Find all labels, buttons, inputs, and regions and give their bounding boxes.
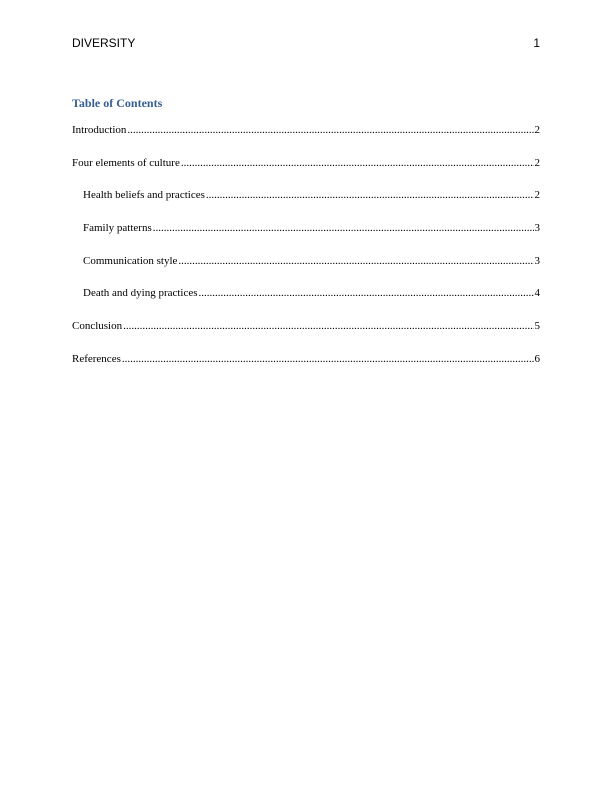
toc-dot-leader xyxy=(153,221,534,235)
toc-entry-title: Health beliefs and practices xyxy=(83,189,205,202)
toc-entry-communication-style[interactable] xyxy=(72,254,540,287)
toc-entry-title: Conclusion xyxy=(72,320,123,333)
toc-dot-leader xyxy=(127,123,533,137)
toc-dot-leader xyxy=(178,254,533,268)
toc-entry-page: 2 xyxy=(534,156,540,169)
toc-entry-title: Family patterns xyxy=(83,222,152,235)
toc-dot-leader xyxy=(123,319,533,333)
toc-entry-page: 2 xyxy=(534,124,540,136)
toc-entry-title: References xyxy=(72,352,121,365)
toc-entry-title: Communication style xyxy=(83,254,178,267)
page-header xyxy=(72,36,540,50)
toc-entry-four-elements-of-culture[interactable] xyxy=(72,156,540,189)
toc-entry-introduction[interactable] xyxy=(72,123,540,156)
page-number: 1 xyxy=(533,36,540,50)
toc-dot-leader xyxy=(181,156,534,170)
toc-entry-page: 6 xyxy=(534,352,540,365)
toc-dot-leader xyxy=(122,352,534,366)
toc-entry-page: 3 xyxy=(534,254,540,267)
toc-entry-conclusion[interactable] xyxy=(72,319,540,352)
toc-entry-page: 2 xyxy=(534,189,540,202)
toc-entry-references[interactable] xyxy=(72,352,540,385)
toc-entry-page: 3 xyxy=(534,222,540,235)
toc-entry-family-patterns[interactable] xyxy=(72,221,540,254)
toc-entry-title: Four elements of culture xyxy=(72,156,180,169)
toc-entry-death-and-dying[interactable] xyxy=(72,286,540,319)
toc-entry-health-beliefs[interactable] xyxy=(72,188,540,221)
toc-entry-page: 5 xyxy=(534,320,540,333)
toc-entry-title: Introduction xyxy=(72,124,127,136)
table-of-contents xyxy=(72,123,540,385)
toc-dot-leader xyxy=(199,286,534,300)
toc-dot-leader xyxy=(206,188,534,202)
toc-entry-title: Death and dying practices xyxy=(83,287,198,300)
toc-entry-page: 4 xyxy=(534,287,540,300)
running-head: DIVERSITY xyxy=(72,36,136,50)
toc-heading: Table of Contents xyxy=(72,96,163,110)
